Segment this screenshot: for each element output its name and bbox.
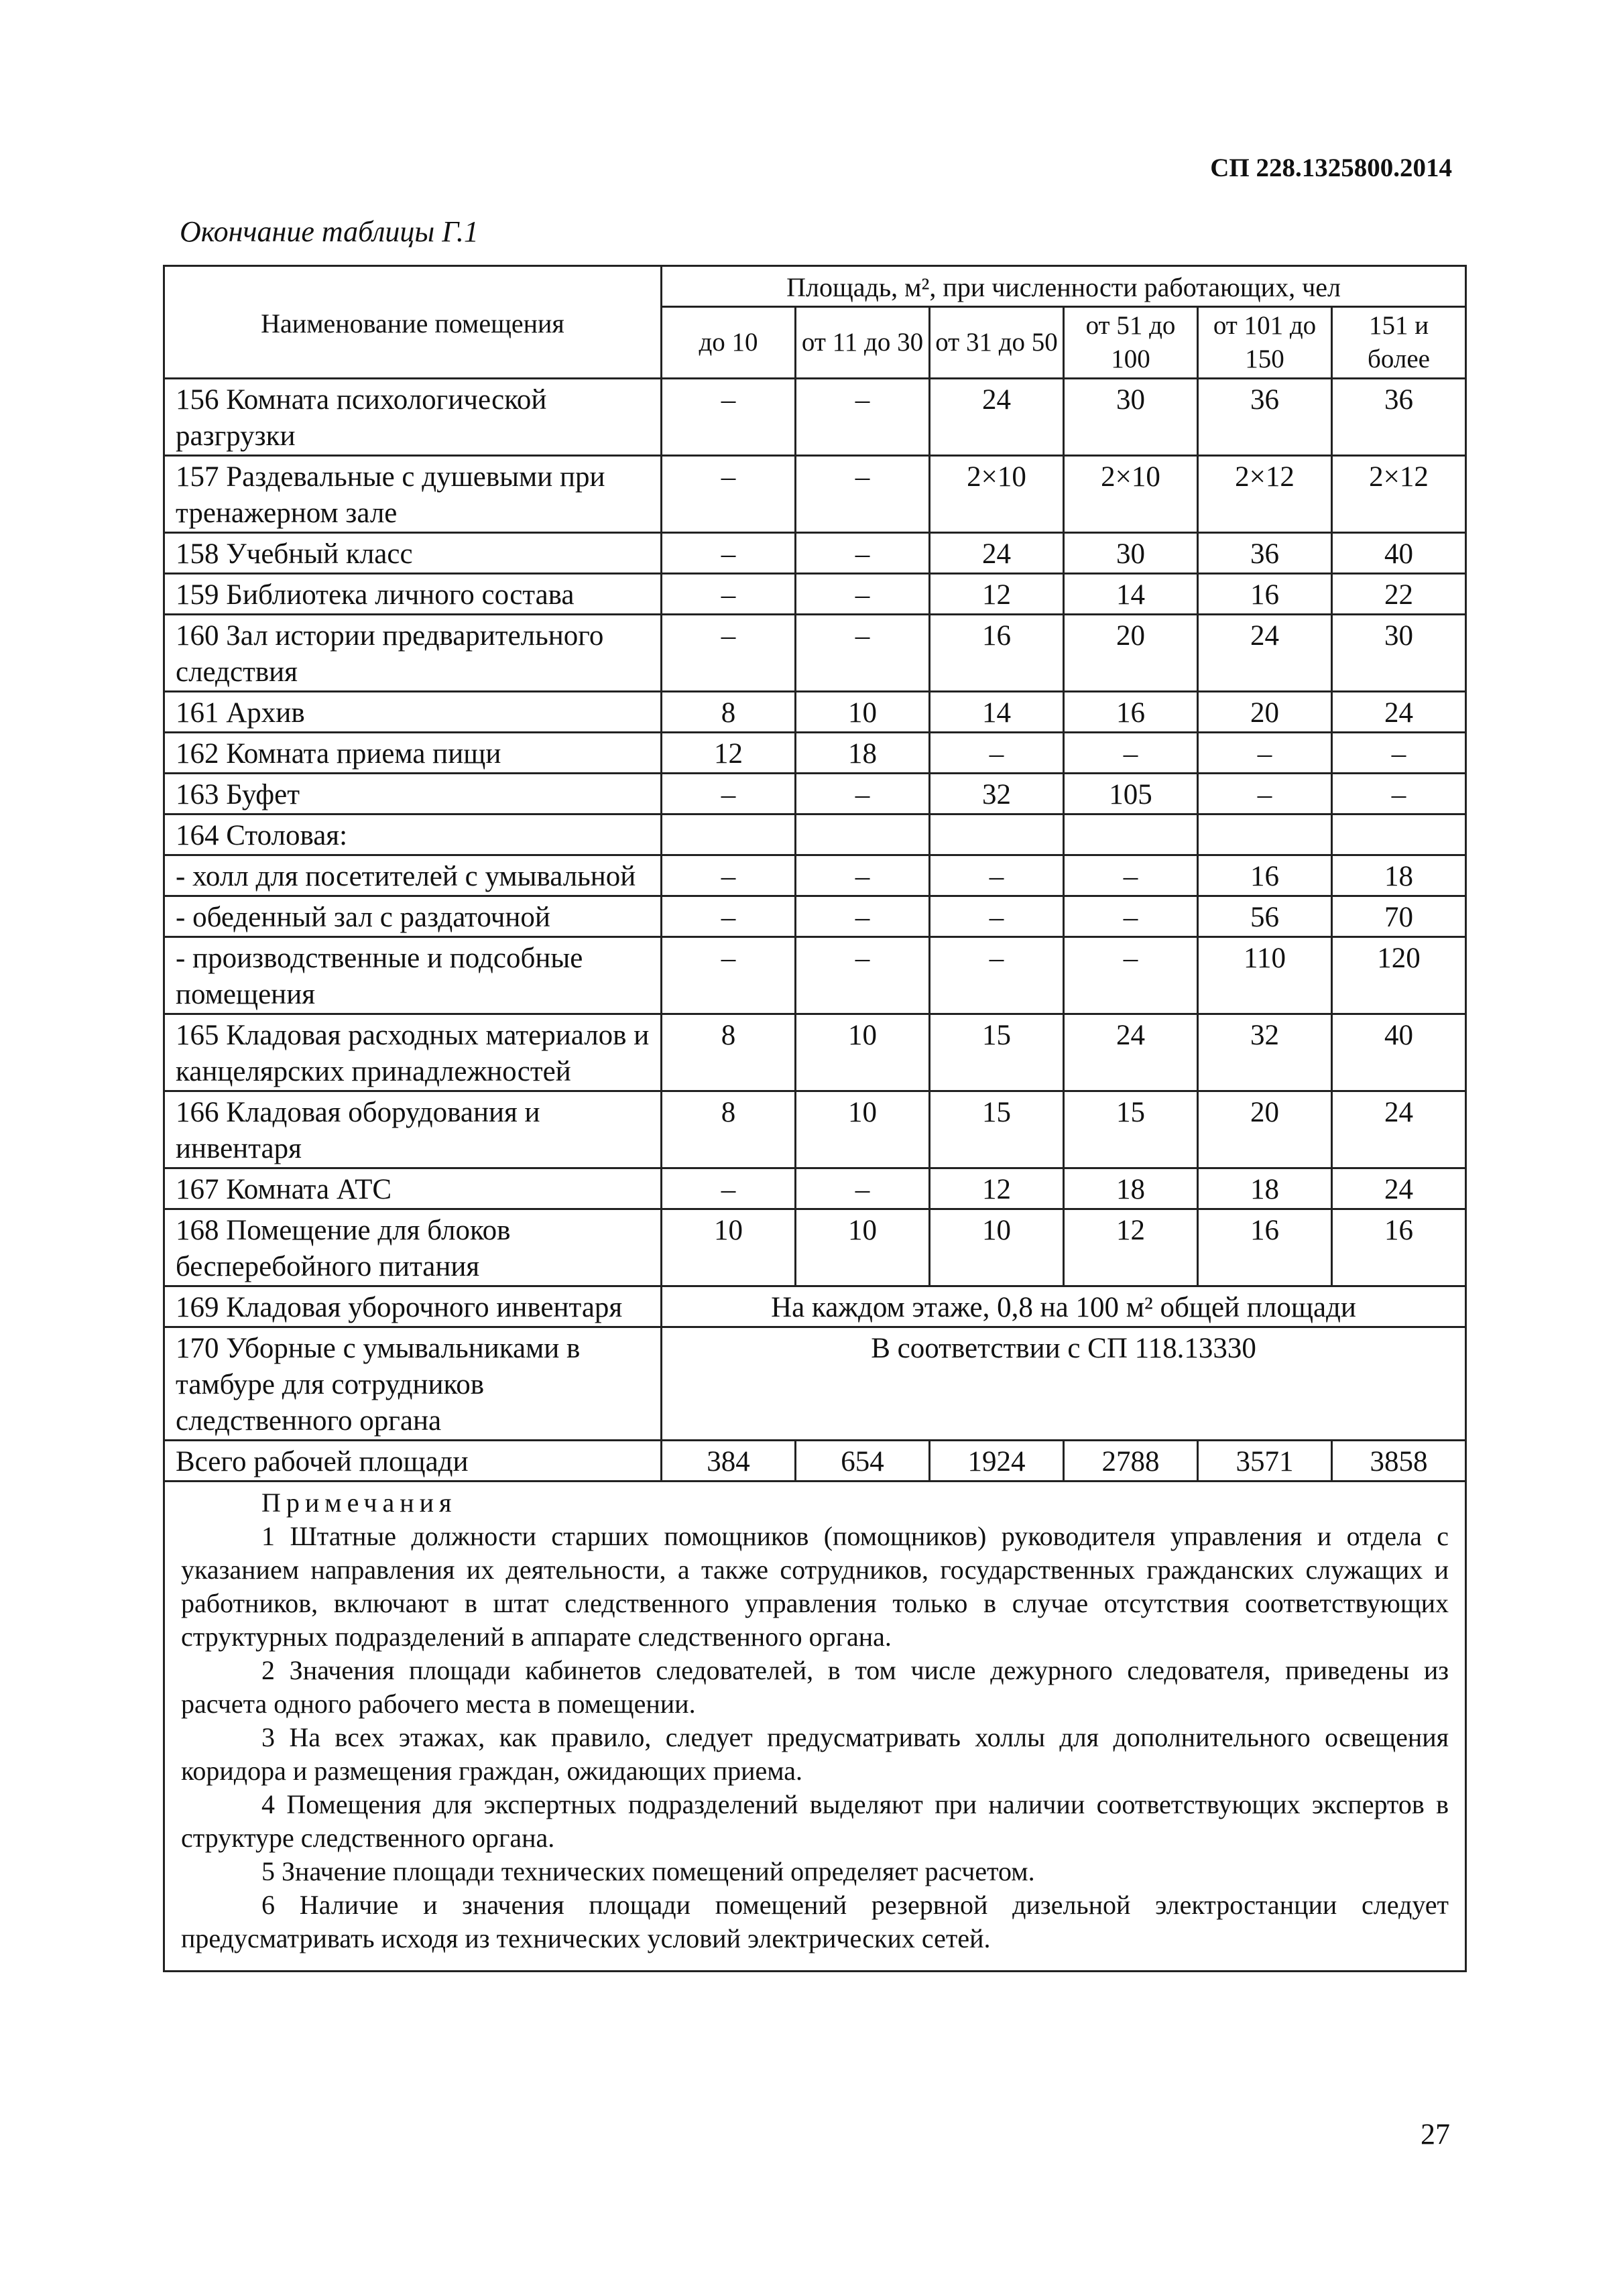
table-row [164,692,1466,733]
note-item: 1 Штатные должности старших помощников (помощников) руководителя управления и отдела с указанием направления их деятельности, а также сотрудников, государственных гражданских служащих и работников, включают в штат следственного управления только в случае отсутствия соответствующих структурных подразделений в аппарате следственного органа. [181,1521,1449,1652]
row-value: 120 [1332,937,1466,1014]
row-value: 15 [930,1014,1064,1091]
row-value: 14 [930,692,1064,733]
header-col-2: от 11 до 30 [796,307,930,379]
row-value: – [796,774,930,814]
row-value: – [930,896,1064,937]
row-value: – [662,896,796,937]
row-value: 20 [1198,692,1332,733]
notes-block [164,1482,1466,1972]
row-value: – [1064,896,1198,937]
header-area-group: Площадь, м², при численности работающих, чел [662,266,1466,307]
row-value: 18 [1064,1168,1198,1209]
table-row [164,1091,1466,1168]
note-item: 4 Помещения для экспертных подразделений выделяют при наличии соответствующих экспертов в структуре следственного органа. [181,1789,1449,1853]
row-value: – [1064,937,1198,1014]
row-value: 16 [1198,574,1332,615]
row-name: 156 Комната психологической разгрузки [164,379,662,456]
row-value: – [662,379,796,456]
row-value: – [1064,855,1198,896]
row-value: – [662,774,796,814]
row-value: – [930,937,1064,1014]
document-code: СП 228.1325800.2014 [1210,154,1452,182]
row-value: 36 [1198,379,1332,456]
note-item: 6 Наличие и значения площади помещений резервной дизельной электростанции следует предусматривать исходя из технических условий электрических сетей. [181,1890,1449,1953]
row-value: – [662,855,796,896]
total-value: 1924 [930,1441,1064,1482]
table-caption: Окончание таблицы Г.1 [180,215,479,248]
header-col-4: от 51 до 100 [1064,307,1198,379]
row-value: 36 [1332,379,1466,456]
header-room-name: Наименование помещения [164,266,662,379]
row-name: 158 Учебный класс [164,533,662,574]
row-value: 18 [796,733,930,774]
row-value: 20 [1064,615,1198,692]
table-row [164,896,1466,937]
row-value: – [796,574,930,615]
row-value: 20 [1198,1091,1332,1168]
table-row [164,774,1466,814]
row-value: 12 [662,733,796,774]
table-row [164,1286,1466,1327]
row-value: 40 [1332,533,1466,574]
row-value: – [930,733,1064,774]
table-row [164,814,1466,855]
row-value: 2×10 [1064,456,1198,533]
row-value: – [1198,733,1332,774]
row-name: 164 Столовая: [164,814,662,855]
row-value: 40 [1332,1014,1466,1091]
header-col-3: от 31 до 50 [930,307,1064,379]
area-table [163,265,1467,1972]
page-number: 27 [1421,2118,1450,2151]
row-value: – [1198,774,1332,814]
row-value: 8 [662,1014,796,1091]
table-row [164,733,1466,774]
row-span-value [662,1286,1466,1327]
row-value: 15 [930,1091,1064,1168]
row-value: 16 [1064,692,1198,733]
note-item: 2 Значения площади кабинетов следователей, в том числе дежурного следователя, приведены из расчета одного рабочего места в помещении. [181,1655,1449,1719]
row-value: – [1064,733,1198,774]
row-value: – [796,855,930,896]
row-value: 8 [662,692,796,733]
total-value: 3858 [1332,1441,1466,1482]
row-name: - обеденный зал с раздаточной [164,896,662,937]
row-value: 36 [1198,533,1332,574]
row-value: – [1332,774,1466,814]
row-name: 169 Кладовая уборочного инвентаря [164,1286,662,1327]
row-value: 8 [662,1091,796,1168]
row-value: – [662,456,796,533]
notes-row [164,1482,1466,1972]
total-value: 384 [662,1441,796,1482]
row-value: – [662,937,796,1014]
row-name: 165 Кладовая расходных материалов и канцелярских принадлежностей [164,1014,662,1091]
table-row [164,379,1466,456]
table-row [164,533,1466,574]
notes-title: Примечания [261,1488,457,1518]
row-value: 10 [796,692,930,733]
header-col-6: 151 и более [1332,307,1466,379]
row-name: 167 Комната АТС [164,1168,662,1209]
row-name: - производственные и подсобные помещения [164,937,662,1014]
row-value: – [662,533,796,574]
row-value: – [796,1168,930,1209]
total-label: Всего рабочей площади [164,1441,662,1482]
note-item: 3 На всех этажах, как правило, следует предусматривать холлы для дополнительного освещения коридора и размещения граждан, ожидающих приема. [181,1722,1449,1786]
row-value: 110 [1198,937,1332,1014]
row-value: 18 [1198,1168,1332,1209]
row-name: 161 Архив [164,692,662,733]
row-value: 24 [930,533,1064,574]
row-value: 15 [1064,1091,1198,1168]
row-value: 10 [662,1209,796,1286]
row-value: 2×12 [1332,456,1466,533]
row-value: – [1332,733,1466,774]
row-value: 10 [930,1209,1064,1286]
row-name: 160 Зал истории предварительного следствия [164,615,662,692]
row-value: 16 [1198,1209,1332,1286]
row-value: 16 [930,615,1064,692]
row-value: 12 [1064,1209,1198,1286]
row-value: 24 [930,379,1064,456]
table-row [164,1209,1466,1286]
row-value: 14 [1064,574,1198,615]
row-value: – [796,615,930,692]
row-name: 166 Кладовая оборудования и инвентаря [164,1091,662,1168]
table-row [164,855,1466,896]
row-name: 159 Библиотека личного состава [164,574,662,615]
row-value: – [662,615,796,692]
row-span-value: В соответствии с СП 118.13330 [662,1327,1466,1441]
row-value: 30 [1064,533,1198,574]
row-name: 162 Комната приема пищи [164,733,662,774]
table-row [164,615,1466,692]
row-name: 168 Помещение для блоков бесперебойного питания [164,1209,662,1286]
row-value: 22 [1332,574,1466,615]
total-value: 2788 [1064,1441,1198,1482]
row-value: 24 [1064,1014,1198,1091]
row-value: – [930,855,1064,896]
row-value: – [796,937,930,1014]
row-value: 18 [1332,855,1466,896]
table-row [164,574,1466,615]
row-value: 56 [1198,896,1332,937]
row-value: 16 [1198,855,1332,896]
row-value: 24 [1332,692,1466,733]
row-value: 24 [1198,615,1332,692]
row-name: 170 Уборные с умывальниками в тамбуре для сотрудников следственного органа [164,1327,662,1441]
row-value: – [796,533,930,574]
total-value: 3571 [1198,1441,1332,1482]
row-value: – [796,896,930,937]
row-169-text: На каждом этаже, 0,8 на 100 м² общей площади [771,1292,1356,1323]
row-name: 157 Раздевальные с душевыми при тренажерном зале [164,456,662,533]
table-row [164,456,1466,533]
row-value: 10 [796,1014,930,1091]
row-value: 70 [1332,896,1466,937]
row-value: 24 [1332,1168,1466,1209]
row-value: 105 [1064,774,1198,814]
row-value: 32 [930,774,1064,814]
row-value: 2×12 [1198,456,1332,533]
row-value: 24 [1332,1091,1466,1168]
table-row [164,1014,1466,1091]
row-value: 10 [796,1209,930,1286]
row-value: – [662,574,796,615]
header-col-1: до 10 [662,307,796,379]
row-value: 16 [1332,1209,1466,1286]
row-value: – [796,456,930,533]
row-name: - холл для посетителей с умывальной [164,855,662,896]
table-row [164,1327,1466,1441]
row-value: 12 [930,1168,1064,1209]
table-row [164,1168,1466,1209]
row-value: 30 [1064,379,1198,456]
row-value: 10 [796,1091,930,1168]
row-value: 2×10 [930,456,1064,533]
note-item: 5 Значение площади технических помещений определяет расчетом. [261,1856,1035,1886]
row-name: 163 Буфет [164,774,662,814]
header-col-5: от 101 до 150 [1198,307,1332,379]
row-value: – [796,379,930,456]
row-value: 32 [1198,1014,1332,1091]
row-value: – [662,1168,796,1209]
row-value: 30 [1332,615,1466,692]
total-value: 654 [796,1441,930,1482]
table-row [164,937,1466,1014]
row-value: 12 [930,574,1064,615]
total-row [164,1441,1466,1482]
